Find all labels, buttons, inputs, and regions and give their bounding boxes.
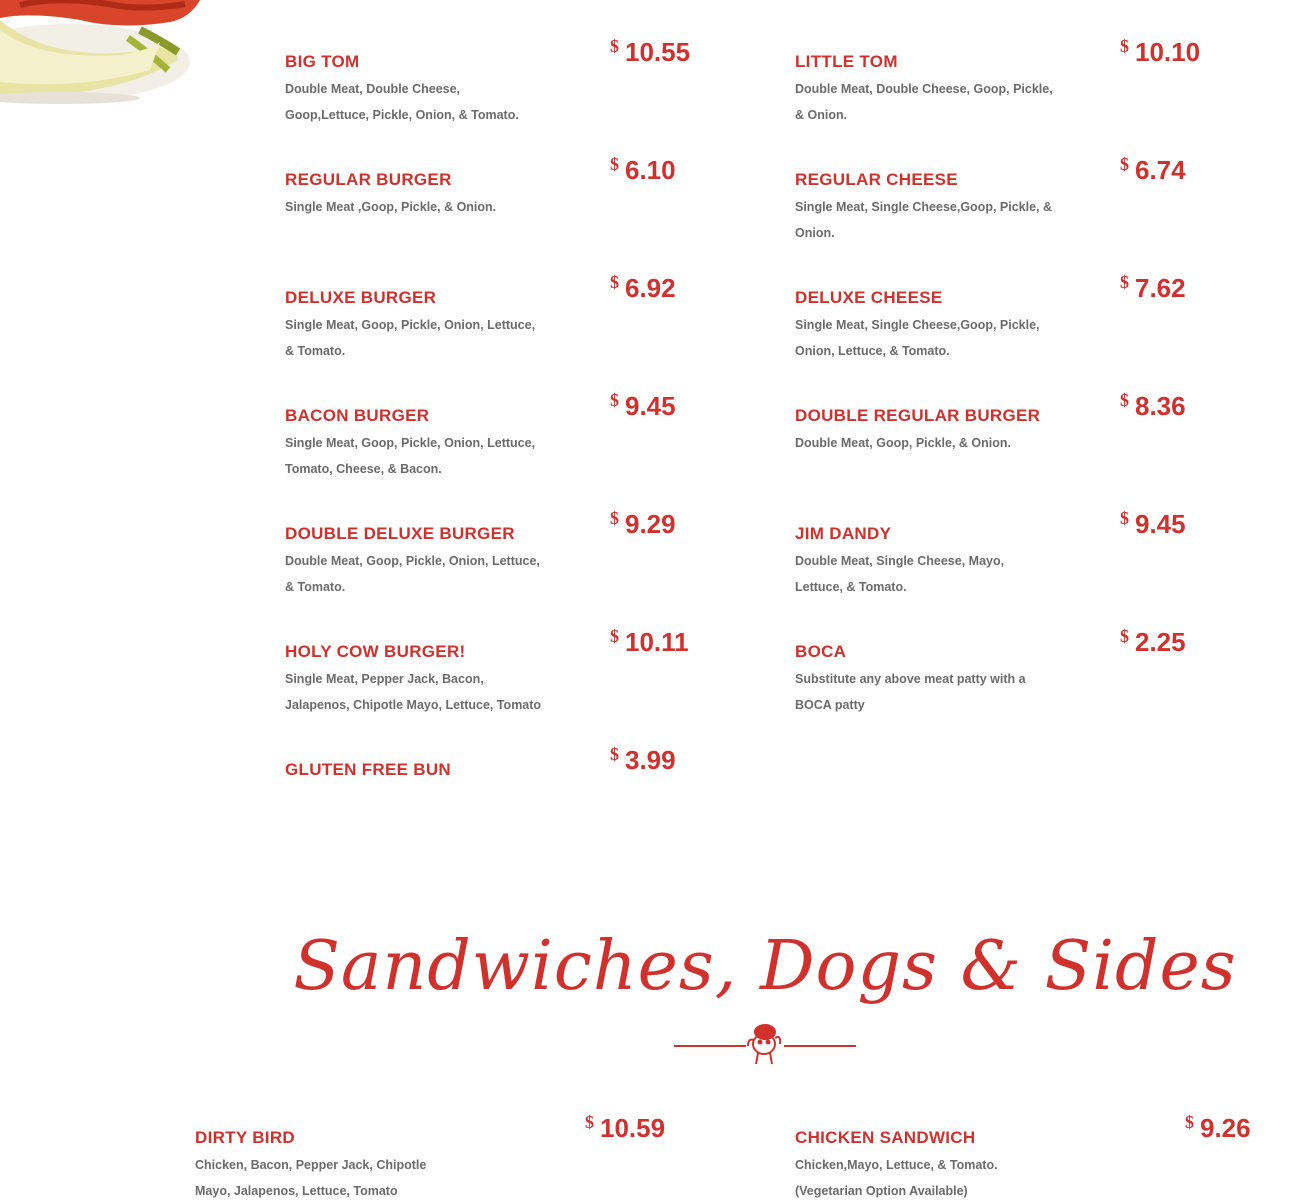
- item-name: BACON BURGER: [285, 406, 430, 425]
- item-name: DOUBLE DELUXE BURGER: [285, 524, 515, 543]
- item-name: DIRTY BIRD: [195, 1128, 295, 1147]
- price-value: 10.10: [1135, 37, 1201, 67]
- item-description: Double Meat, Goop, Pickle, & Onion.: [795, 436, 1011, 450]
- price-value: 10.55: [625, 37, 691, 67]
- currency-symbol: $: [610, 154, 619, 174]
- item-name: LITTLE TOM: [795, 52, 898, 71]
- currency-symbol: $: [1120, 36, 1129, 56]
- item-name: DELUXE CHEESE: [795, 288, 943, 307]
- price-value: 9.45: [625, 391, 676, 421]
- currency-symbol: $: [1185, 1112, 1194, 1132]
- price-value: 9.26: [1200, 1113, 1251, 1143]
- divider-ornament: [672, 1020, 858, 1068]
- section-title: Sandwiches, Dogs & Sides: [293, 927, 1237, 1006]
- item-name: BIG TOM: [285, 52, 360, 71]
- price-value: 3.99: [625, 745, 676, 775]
- item-description: Substitute any above meat patty with a BOCA patty: [795, 672, 1026, 712]
- price-value: 10.11: [625, 627, 689, 657]
- currency-symbol: $: [610, 390, 619, 410]
- item-price: [610, 36, 690, 68]
- item-description: Double Meat, Double Cheese, Goop, Pickle, & Onion.: [795, 82, 1053, 122]
- price-value: 9.45: [1135, 509, 1186, 539]
- item-name: GLUTEN FREE BUN: [285, 760, 451, 779]
- item-name: JIM DANDY: [795, 524, 892, 543]
- item-description: Chicken,Mayo, Lettuce, & Tomato. (Vegetarian Option Available): [795, 1158, 998, 1198]
- price-value: 8.36: [1135, 391, 1186, 421]
- item-name: DOUBLE REGULAR BURGER: [795, 406, 1041, 425]
- item-description: Single Meat, Goop, Pickle, Onion, Lettuce, & Tomato.: [285, 318, 536, 358]
- item-description: Double Meat, Double Cheese, Goop,Lettuce, Pickle, Onion, & Tomato.: [285, 82, 519, 122]
- price-value: 9.29: [625, 509, 676, 539]
- currency-symbol: $: [610, 36, 619, 56]
- currency-symbol: $: [610, 626, 619, 646]
- item-description: Single Meat, Single Cheese,Goop, Pickle, & Onion.: [795, 200, 1053, 240]
- item-price: [610, 272, 676, 304]
- item-price: [610, 744, 676, 776]
- currency-symbol: $: [1120, 390, 1129, 410]
- cow-mascot-icon: [748, 1025, 780, 1064]
- currency-symbol: $: [610, 744, 619, 764]
- item-name: REGULAR BURGER: [285, 170, 452, 189]
- item-description: Single Meat, Single Cheese,Goop, Pickle, Onion, Lettuce, & Tomato.: [795, 318, 1040, 358]
- item-price: [1120, 154, 1186, 186]
- item-price: [1185, 1112, 1251, 1144]
- item-name: CHICKEN SANDWICH: [795, 1128, 976, 1147]
- item-price: [610, 508, 676, 540]
- item-description: Double Meat, Single Cheese, Mayo, Lettuce, & Tomato.: [795, 554, 1005, 594]
- currency-symbol: $: [1120, 154, 1129, 174]
- item-price: [610, 154, 676, 186]
- item-name: BOCA: [795, 642, 847, 661]
- price-value: 6.92: [625, 273, 676, 303]
- item-description: Single Meat, Goop, Pickle, Onion, Lettuce, Tomato, Cheese, & Bacon.: [285, 436, 536, 476]
- item-price: [1120, 272, 1186, 304]
- item-price: [610, 626, 689, 658]
- item-description: Double Meat, Goop, Pickle, Onion, Lettuce, & Tomato.: [285, 554, 540, 594]
- currency-symbol: $: [1120, 626, 1129, 646]
- currency-symbol: $: [610, 508, 619, 528]
- item-price: [1120, 508, 1186, 540]
- price-value: 7.62: [1135, 273, 1186, 303]
- item-description: Single Meat ,Goop, Pickle, & Onion.: [285, 200, 497, 214]
- item-name: REGULAR CHEESE: [795, 170, 958, 189]
- currency-symbol: $: [585, 1112, 594, 1132]
- item-name: HOLY COW BURGER!: [285, 642, 466, 661]
- burger-photo: [0, 0, 210, 105]
- item-price: [610, 390, 676, 422]
- item-description: Single Meat, Pepper Jack, Bacon, Jalapenos, Chipotle Mayo, Lettuce, Tomato: [285, 672, 542, 712]
- currency-symbol: $: [610, 272, 619, 292]
- item-name: DELUXE BURGER: [285, 288, 437, 307]
- item-price: [1120, 36, 1200, 68]
- item-price: [585, 1112, 665, 1144]
- currency-symbol: $: [1120, 508, 1129, 528]
- item-description: Chicken, Bacon, Pepper Jack, Chipotle Mayo, Jalapenos, Lettuce, Tomato: [195, 1158, 427, 1198]
- item-price: [1120, 626, 1186, 658]
- item-price: [1120, 390, 1186, 422]
- price-value: 6.74: [1135, 155, 1186, 185]
- price-value: 10.59: [600, 1113, 666, 1143]
- price-value: 2.25: [1135, 627, 1186, 657]
- price-value: 6.10: [625, 155, 676, 185]
- currency-symbol: $: [1120, 272, 1129, 292]
